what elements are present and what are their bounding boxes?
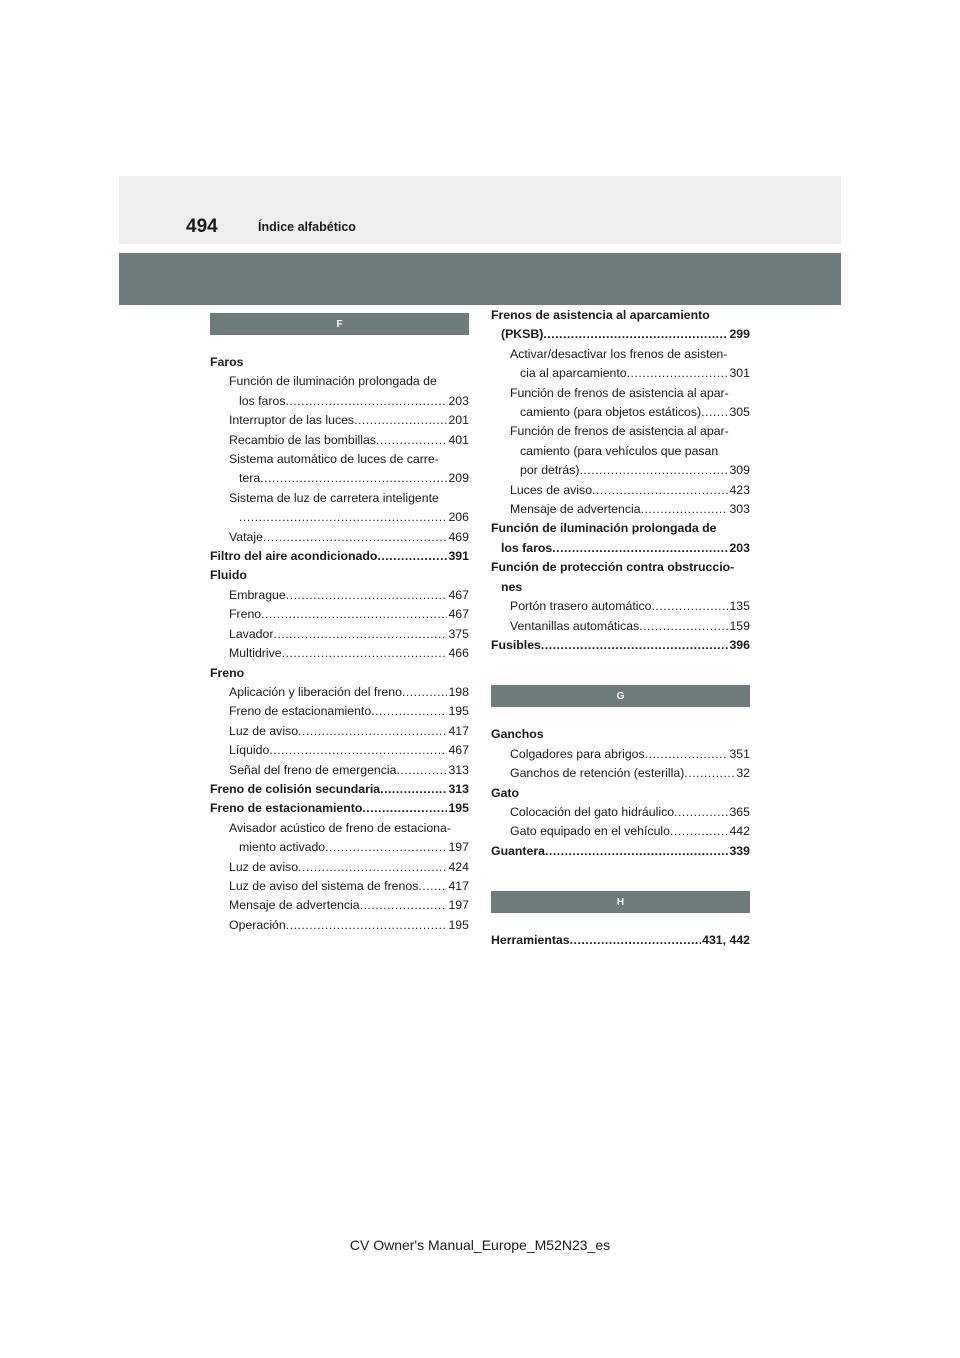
entry-text: Guantera — [491, 843, 545, 858]
entry-text: Mensaje de advertencia — [510, 502, 641, 517]
index-entry-freno[interactable] — [210, 605, 469, 624]
letter-header-g: G — [491, 685, 750, 707]
page-reference: 391 — [448, 549, 469, 564]
index-entry-senal-del-freno-de-emergencia[interactable] — [210, 761, 469, 780]
page-reference: 203 — [448, 393, 469, 408]
index-entry-ganchos-de-retencion-esterilla[interactable] — [491, 764, 750, 783]
dot-leader — [645, 745, 729, 764]
dot-leader — [260, 469, 447, 488]
entry-text: Activar/desactivar los frenos de asisten- — [510, 346, 728, 361]
entry-text: Luces de aviso — [510, 482, 593, 497]
entry-text: Recambio de las bombillas — [229, 432, 376, 447]
page-reference: 299 — [729, 327, 750, 342]
dot-leader — [652, 597, 729, 616]
page-reference: 301 — [729, 366, 750, 381]
entry-text: por detrás) — [520, 463, 580, 478]
entry-text: Ganchos de retención (esterilla) — [510, 766, 685, 781]
index-entry-multidrive[interactable] — [210, 644, 469, 663]
index-entry-sistema-de-luz-de-carretera-inteligente[interactable] — [210, 489, 469, 528]
page-reference: 424 — [448, 859, 469, 874]
page-reference: 303 — [729, 502, 750, 517]
entry-text: Ganchos — [491, 727, 544, 742]
entry-text: nes — [501, 579, 523, 594]
page-reference: 423 — [729, 482, 750, 497]
index-entry-funcion-de-frenos-de-asistencia-al-apar[interactable] — [491, 384, 750, 423]
index-entry-ganchos[interactable] — [491, 725, 750, 744]
entry-text: Función de frenos de asistencia al apar- — [510, 424, 729, 439]
entry-text: Sistema de luz de carretera inteligente — [229, 490, 439, 505]
entry-text: Luz de aviso — [229, 723, 299, 738]
dot-leader — [579, 461, 728, 480]
entry-text: camiento (para objetos estáticos) — [520, 405, 702, 420]
dot-leader — [552, 539, 728, 558]
entry-text: Avisador acústico de freno de estaciona- — [229, 820, 451, 835]
index-entry-frenos-de-asistencia-al-aparcamiento[interactable] — [491, 306, 750, 345]
index-entry-interruptor-de-las-luces[interactable] — [210, 411, 469, 430]
index-entry-colgadores-para-abrigos[interactable] — [491, 745, 750, 764]
index-entry-fluido[interactable] — [210, 566, 469, 585]
index-entry-avisador-acustico-de-freno-de-estaciona[interactable] — [210, 819, 469, 858]
index-entry-luz-de-aviso[interactable] — [210, 722, 469, 741]
index-entry-colocacion-del-gato-hidraulico[interactable] — [491, 803, 750, 822]
index-entry-mensaje-de-advertencia[interactable] — [210, 896, 469, 915]
page-reference: 309 — [729, 463, 750, 478]
page-reference: 32 — [736, 766, 750, 781]
entry-text: los faros — [239, 393, 286, 408]
dot-leader — [298, 858, 447, 877]
letter-header-f: F — [210, 313, 469, 335]
dot-leader — [670, 822, 728, 841]
page-reference: 197 — [448, 840, 469, 855]
entry-text: Filtro del aire acondicionado — [210, 549, 378, 564]
index-entry-luz-de-aviso-del-sistema-de-frenos[interactable] — [210, 877, 469, 896]
entry-text: Función de frenos de asistencia al apar- — [510, 385, 729, 400]
letter-header-h: H — [491, 891, 750, 913]
entry-text: Fluido — [210, 568, 247, 583]
page-reference: 417 — [448, 723, 469, 738]
dot-leader — [418, 877, 447, 896]
entry-text: Fusibles — [491, 637, 541, 652]
dot-leader — [261, 605, 447, 624]
index-entry-freno[interactable] — [210, 664, 469, 683]
index-entry-operacion[interactable] — [210, 916, 469, 935]
page-reference: 198 — [448, 684, 469, 699]
entry-text: Aplicación y liberación del freno — [229, 684, 402, 699]
entry-text: Sistema automático de luces de carre- — [229, 452, 439, 467]
index-entry-luces-de-aviso[interactable] — [491, 481, 750, 500]
index-entry-liquido[interactable] — [210, 741, 469, 760]
entry-text: Colocación del gato hidráulico — [510, 804, 675, 819]
dot-leader — [592, 481, 728, 500]
entry-text: Gato — [491, 785, 520, 800]
index-entry-mensaje-de-advertencia[interactable] — [491, 500, 750, 519]
dot-leader — [543, 325, 728, 344]
index-entry-funcion-de-proteccion-contra-obstruccio[interactable] — [491, 558, 750, 597]
index-column-right — [491, 306, 750, 951]
dot-leader — [354, 411, 447, 430]
entry-text: Portón trasero automático — [510, 599, 652, 614]
entry-text: Faros — [210, 355, 244, 369]
index-entry-lavador[interactable] — [210, 625, 469, 644]
entry-text: Operación — [229, 917, 286, 932]
page-reference: 467 — [448, 743, 469, 758]
entry-text: Luz de aviso del sistema de frenos — [229, 878, 419, 893]
dot-leader — [674, 803, 728, 822]
entry-text: Interruptor de las luces — [229, 413, 355, 428]
dot-leader — [325, 838, 447, 857]
page-reference: 195 — [448, 801, 469, 816]
index-entry-guantera[interactable] — [491, 842, 750, 861]
page-reference: 135 — [729, 599, 750, 614]
index-entry-luz-de-aviso[interactable] — [210, 858, 469, 877]
index-entry-ventanillas-automaticas[interactable] — [491, 617, 750, 636]
page-reference: 197 — [448, 898, 469, 913]
dot-leader — [362, 799, 447, 818]
dot-leader — [263, 528, 448, 547]
index-entry-sistema-automatico-de-luces-de-carre[interactable] — [210, 450, 469, 489]
index-entry-gato[interactable] — [491, 784, 750, 803]
dot-leader — [570, 931, 702, 950]
page-reference: 442 — [729, 824, 750, 839]
index-entry-filtro-del-aire-acondicionado[interactable] — [210, 547, 469, 566]
dot-leader — [286, 916, 448, 935]
page-reference: 313 — [448, 781, 469, 796]
page-reference: 467 — [448, 587, 469, 602]
page-reference: 401 — [448, 432, 469, 447]
dot-leader — [639, 617, 728, 636]
entry-text: los faros — [501, 540, 553, 555]
page-reference: 195 — [448, 917, 469, 932]
dot-leader — [376, 431, 448, 450]
dot-leader — [397, 761, 448, 780]
entry-text: Freno de estacionamiento — [210, 801, 363, 816]
entry-text: (PKSB) — [501, 327, 544, 342]
page-reference: 206 — [448, 510, 469, 525]
entry-text: Lavador — [229, 626, 274, 641]
index-entry-vataje[interactable] — [210, 528, 469, 547]
dot-leader — [541, 636, 729, 655]
dot-leader — [380, 780, 447, 799]
page-reference: 467 — [448, 607, 469, 622]
page-reference: 351 — [729, 746, 750, 761]
entry-text: Freno de colisión secundaria — [210, 781, 381, 796]
entry-text: Multidrive — [229, 646, 282, 661]
dot-leader — [282, 644, 448, 663]
page-reference: 195 — [448, 704, 469, 719]
page-reference: 209 — [448, 471, 469, 486]
page-reference: 466 — [448, 646, 469, 661]
header-band — [119, 176, 841, 244]
entry-text: Vataje — [229, 529, 263, 544]
index-entry-freno-de-estacionamiento[interactable] — [210, 799, 469, 818]
index-entry-freno-de-estacionamiento[interactable] — [210, 702, 469, 721]
page-reference: 396 — [729, 637, 750, 652]
entry-text: Frenos de asistencia al aparcamiento — [491, 308, 710, 322]
header-dark-band — [119, 253, 841, 305]
entry-text: Función de protección contra obstruccio- — [491, 560, 735, 575]
dot-leader — [641, 500, 729, 519]
entry-text: Freno — [210, 665, 245, 680]
entry-text: Señal del freno de emergencia — [229, 762, 397, 777]
entry-text: Función de iluminación prolongada de — [491, 521, 717, 536]
index-entry-herramientas[interactable] — [491, 931, 750, 950]
entry-text: Líquido — [229, 743, 270, 758]
page-reference: 365 — [729, 804, 750, 819]
dot-leader — [360, 896, 448, 915]
dot-leader — [298, 722, 447, 741]
entry-text: Gato equipado en el vehículo — [510, 824, 670, 839]
entry-text: Colgadores para abrigos — [510, 746, 645, 761]
dot-leader — [239, 508, 447, 527]
dot-leader — [371, 702, 447, 721]
entry-text: cia al aparcamiento — [520, 366, 627, 381]
dot-leader — [627, 364, 729, 383]
index-entry-embrague[interactable] — [210, 586, 469, 605]
page-reference: 201 — [448, 413, 469, 428]
entry-text: miento activado — [239, 840, 326, 855]
page-reference: 159 — [729, 618, 750, 633]
index-entry-faros[interactable] — [210, 353, 469, 372]
page-reference: 431, 442 — [702, 933, 750, 948]
index-entry-funcion-de-frenos-de-asistencia-al-apar[interactable] — [491, 422, 750, 480]
entry-text: Freno de estacionamiento — [229, 704, 372, 719]
entry-text: Mensaje de advertencia — [229, 898, 360, 913]
index-entry-activar-desactivar-los-frenos-de-asisten[interactable] — [491, 345, 750, 384]
entry-text: Luz de aviso — [229, 859, 299, 874]
page-reference: 339 — [729, 843, 750, 858]
dot-leader — [273, 625, 447, 644]
dot-leader — [701, 403, 728, 422]
dot-leader — [545, 842, 728, 861]
index-entry-porton-trasero-automatico[interactable] — [491, 597, 750, 616]
dot-leader — [286, 586, 448, 605]
footer-manual-id: CV Owner's Manual_Europe_M52N23_es — [349, 1237, 611, 1253]
page-number: 494 — [186, 216, 218, 237]
index-entry-funcion-de-iluminacion-prolongada-de[interactable] — [210, 372, 469, 411]
entry-text: camiento (para vehículos que pasan — [520, 443, 719, 458]
dot-leader — [684, 764, 735, 783]
entry-text: Freno — [229, 607, 262, 622]
page-reference: 313 — [448, 762, 469, 777]
page-reference: 203 — [729, 540, 750, 555]
index-entry-recambio-de-las-bombillas[interactable] — [210, 431, 469, 450]
index-entry-fusibles[interactable] — [491, 636, 750, 655]
index-column-left — [210, 313, 469, 935]
index-entry-freno-de-colision-secundaria[interactable] — [210, 780, 469, 799]
entry-text: Función de iluminación prolongada de — [229, 374, 437, 389]
page-reference: 469 — [448, 529, 469, 544]
index-entry-gato-equipado-en-el-vehiculo[interactable] — [491, 822, 750, 841]
index-entry-aplicacion-y-liberacion-del-freno[interactable] — [210, 683, 469, 702]
entry-text: Embrague — [229, 587, 286, 602]
page-reference: 305 — [729, 405, 750, 420]
dot-leader — [377, 547, 447, 566]
entry-text: Ventanillas automáticas — [510, 618, 640, 633]
entry-text: tera — [239, 471, 261, 486]
page-reference: 375 — [448, 626, 469, 641]
dot-leader — [269, 741, 447, 760]
index-entry-funcion-de-iluminacion-prolongada-de[interactable] — [491, 519, 750, 558]
page-reference: 417 — [448, 878, 469, 893]
entry-text: Herramientas — [491, 933, 570, 948]
dot-leader — [402, 683, 448, 702]
dot-leader — [285, 392, 447, 411]
section-title: Índice alfabético — [258, 220, 356, 234]
